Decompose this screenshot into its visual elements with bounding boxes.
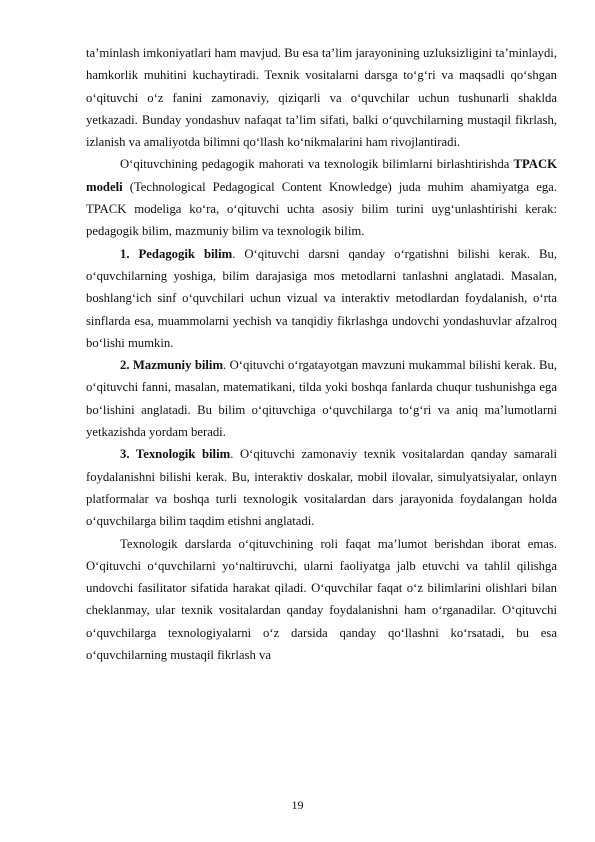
paragraph-continuation: ta’minlash imkoniyatlari ham mavjud. Bu esa ta’lim jarayonining uzluksizligini ta’minlaydi, hamkorlik muhitini kuchaytiradi. Texnik vositalarni darsga to‘g‘ri va maqsadli qo‘shgan o‘qituvchi o‘z fanini zamonaviy, qiziqarli va o‘quvchilar uchun tushunarli shaklda yetkazadi. Bunday yondashuv nafaqat ta’lim sifati, balki o‘quvchilarning mustaqil fikrlash, izlanish va amaliyotda bilimni qo‘llash ko‘nikmalarini ham rivojlantiradi. — [86, 46, 557, 150]
paragraph-teacher-role: Texnologik darslarda o‘qituvchining roli faqat ma’lumot berishdan iborat emas. O‘qituvchi o‘quvchilarni yo‘naltiruvchi, ularni faoliyatga jalb etuvchi va tahlil qilishga undovchi fasilitator sifatida harakat qiladi. O‘quvchilar faqat o‘z bilimlarini olishlari bilan cheklanmay, ular texnik vositalardan qanday foydalanishni ham o‘rganadilar. O‘qituvchi o‘quvchilarga texnologiyalarni o‘z darsida qanday qo‘llashni ko‘rsatadi, bu esa o‘quvchilarning mustaqil fikrlash va — [86, 536, 557, 663]
bold-term-tpack: TPACK modeli — [86, 157, 557, 194]
bold-term-content: 2. Mazmuniy bilim — [120, 358, 224, 373]
page-number: 19 — [291, 798, 304, 812]
paragraph-text: . O‘qituvchi darsni qanday o‘rgatishni bilishi kerak. Bu, o‘quvchilarning yoshiga, bilim darajasiga mos metodlarni tanlashni anglatadi. Masalan, boshlang‘ich sinf o‘quvchilari uchun vizual va interaktiv metodlardan foydalanish, o‘rta sinflarda esa, muammolarni yechish va tanqidiy fikrlashga undovchi yondashuvlar afzalroq bo‘lishi mumkin. — [86, 246, 558, 350]
bold-term-technological: 3. Texnologik bilim — [120, 447, 231, 462]
paragraph-text: . O‘qituvchi o‘rgatayotgan mavzuni mukammal bilishi kerak. Bu, o‘qituvchi fanni, masalan, matematikani, tilda yoki boshqa fanlarda chuqur tushunishga ega bo‘lishini anglatadi. Bu bilim o‘qituvchiga o‘quvchilarga to‘g‘ri va aniq ma’lumotlarni yetkazishda yordam beradi. — [86, 358, 557, 440]
paragraph-text: (Technological Pedagogical Content Knowledge) juda muhim ahamiyatga ega. TPACK modeliga ko‘ra, o‘qituvchi uchta asosiy bilim turini uyg‘unlashtirishi kerak: pedagogik bilim, mazmuniy bilim va texnologik bilim. — [86, 179, 557, 239]
paragraph-text: O‘qituvchining pedagogik mahorati va texnologik bilimlarni birlashtirishda — [120, 157, 514, 172]
paragraph-text: . O‘qituvchi zamonaviy texnik vositalardan qanday samarali foydalanishni bilishi kerak. Bu, interaktiv doskalar, mobil ilovalar, simulyatsiyalar, onlayn platformalar va boshqa turli texnologik vositalardan dars jarayonida foydalangan holda o‘quvchilarga bilim taqdim etishni anglatadi. — [86, 447, 558, 529]
bold-term-pedagogical: 1. Pedagogik bilim — [120, 246, 233, 261]
paragraph-technological-knowledge — [86, 443, 557, 532]
paragraph-tpack-intro — [86, 153, 557, 242]
paragraph-pedagogical-knowledge — [86, 243, 557, 354]
paragraph-content-knowledge — [86, 354, 557, 443]
